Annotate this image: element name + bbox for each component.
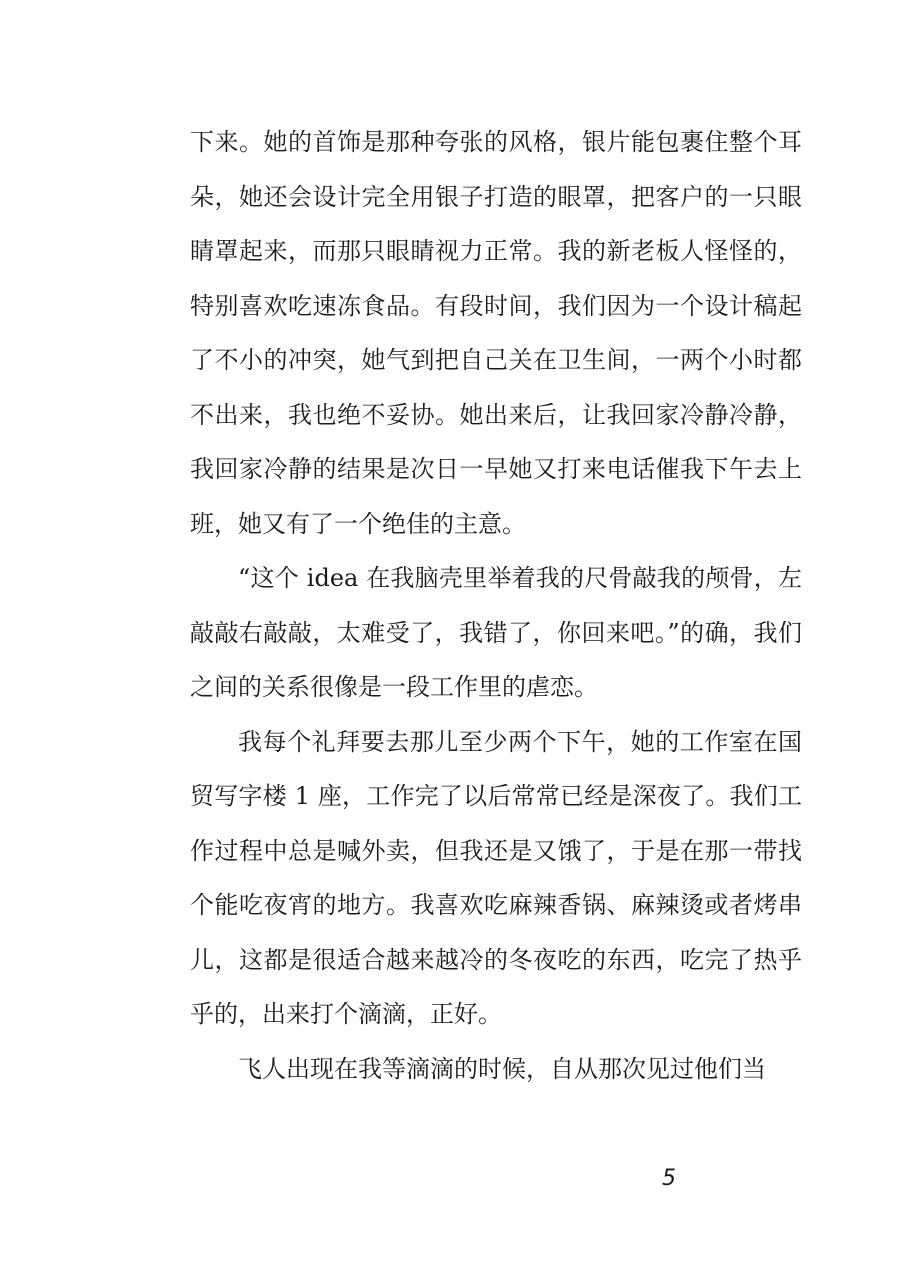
paragraph-4: 飞人出现在我等滴滴的时候，自从那次见过他们当: [238, 1054, 766, 1083]
body-text: [190, 115, 802, 1096]
paragraph-3: 我每个礼拜要去那儿至少两个下午，她的工作室在国贸写字楼 1 座，工作完了以后常常已经是深夜了。我们工作过程中总是喊外卖，但我还是又饿了，于是在那一带找个能吃夜宵的地方。我喜欢吃麻辣香锅、麻辣烫或者烤串儿，这都是很适合越来越冷的冬夜吃的东西，吃完了热乎乎的，出来打个滴滴，正好。: [190, 727, 802, 1028]
paragraph-2: “这个 idea 在我脑壳里举着我的尺骨敲我的颅骨，左敲敲右敲敲，太难受了，我错了，你回来吧。”的确，我们之间的关系很像是一段工作里的虐恋。: [190, 564, 802, 701]
page-number: 5: [662, 1166, 676, 1191]
paragraph-1: 下来。她的首饰是那种夸张的风格，银片能包裹住整个耳朵，她还会设计完全用银子打造的眼罩，把客户的一只眼睛罩起来，而那只眼睛视力正常。我的新老板人怪怪的，特别喜欢吃速冻食品。有段时间，我们因为一个设计稿起了不小的冲突，她气到把自己关在卫生间，一两个小时都不出来，我也绝不妥协。她出来后，让我回家冷静冷静，我回家冷静的结果是次日一早她又打来电话催我下午去上班，她又有了一个绝佳的主意。: [190, 128, 802, 538]
